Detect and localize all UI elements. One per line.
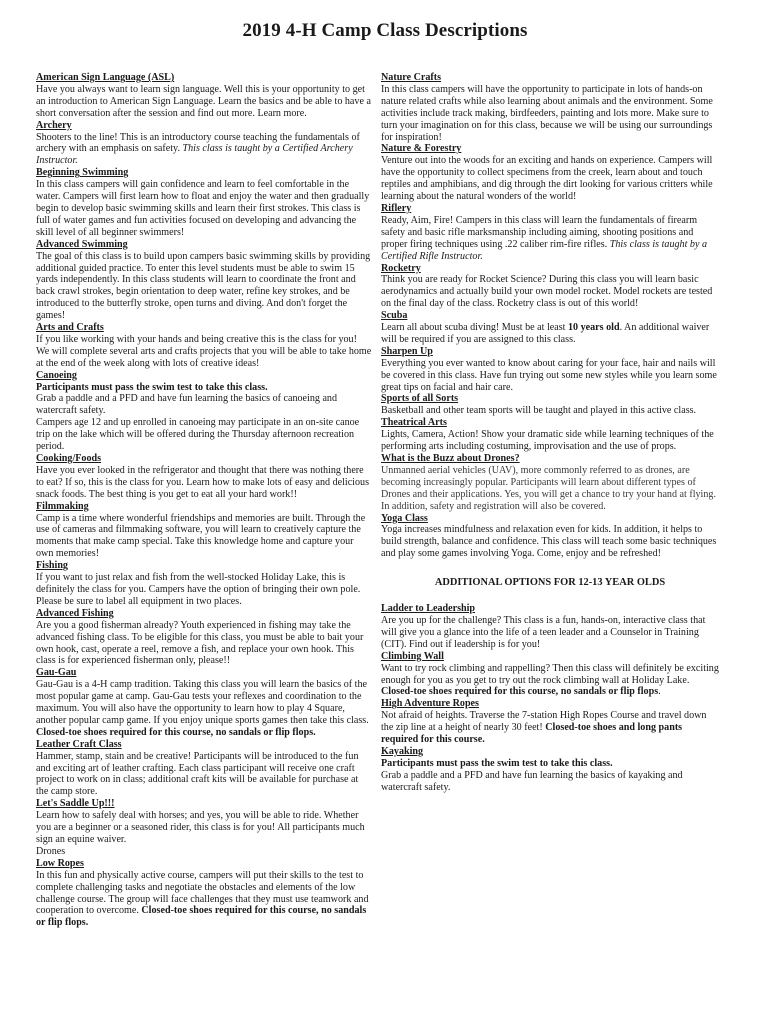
section-title: Leather Craft Class (36, 738, 122, 750)
section-gau-gau (36, 667, 372, 738)
section-title: Canoeing (36, 369, 77, 381)
section-title: Advanced Swimming (36, 238, 128, 250)
section-low-ropes (36, 858, 372, 929)
section-archery (36, 120, 372, 168)
section-title: Gau-Gau (36, 667, 77, 679)
section-body: Shooters to the line! This is an introductory course teaching the fundamentals of archery with an emphasis on safety. This class is taught by a Certified Archery Instructor. (36, 131, 360, 167)
section-sharpen-up (381, 346, 719, 394)
section-title: High Adventure Ropes (381, 698, 479, 710)
section-scuba (381, 310, 719, 346)
section-body: In this class campers will have the opportunity to participate in lots of hands-on nature related crafts while also learning about animals and the environment. Some activities include track making, birdfeeders, painting and lots more. Make sure to turn your imagination on for this class, because we will be using our surroundings for inspiration! (381, 83, 713, 143)
swim-test-requirement: Participants must pass the swim test to take this class. (36, 381, 268, 393)
section-title: Sharpen Up (381, 345, 433, 357)
section-title: Kayaking (381, 745, 424, 757)
section-rocketry (381, 263, 719, 311)
section-drones (381, 453, 719, 513)
section-body: Everything you ever wanted to know about caring for your face, hair and nails will be covered in this class. Have fun trying out some new styles while you learn some great tips on facial and hair care. (381, 357, 717, 393)
shoe-requirement: Closed-toe shoes and long pants required for this course. (381, 722, 683, 746)
section-title: Ladder to Leadership (381, 603, 476, 615)
section-canoeing (36, 370, 372, 453)
section-yoga (381, 513, 719, 561)
section-body: Learn all about scuba diving! Must be at least 10 years old. An additional waiver will be required if you are assigned to this class. (381, 322, 710, 345)
section-body: Venture out into the woods for an exciting and hands on experience. Campers will have the opportunity to collect specimens from the creek, learn about and touch reptiles and amphibians, and dig through the dirt looking for various critters while learning about the natural wonders of the world! (381, 155, 713, 203)
section-title: Sports of all Sorts (381, 393, 459, 405)
section-body: Grab a paddle and a PFD and have fun learning the basics of canoeing and watercraft safety. (36, 393, 338, 417)
section-title: Filmmaking (36, 500, 89, 512)
section-arts-and-crafts (36, 322, 372, 370)
section-body: Learn how to safely deal with horses; and yes, you will be able to ride. Whether you are a beginner or a seasoned rider, this class is for you! All participants much sign an equine waiver. (36, 810, 365, 845)
section-riflery (381, 203, 719, 263)
section-theatrical-arts (381, 417, 719, 453)
section-nature-crafts (381, 72, 719, 143)
section-title: Let's Saddle Up!!! (36, 798, 115, 810)
section-body: Lights, Camera, Action! Show your dramatic side while learning techniques of the performing arts including costuming, improvisation and the use of props. (381, 429, 714, 453)
section-title: Yoga Class (381, 512, 428, 524)
section-fishing (36, 560, 372, 608)
section-body: If you like working with your hands and being creative this is the class for you! We will complete several arts and crafts projects that you will be able to take home at the end of the week along with lots of creative ideas! (36, 333, 372, 369)
swim-test-requirement: Participants must pass the swim test to take this class. (381, 757, 613, 769)
section-cooking-foods (36, 453, 372, 501)
section-saddle-up (36, 798, 372, 858)
section-body: Gau-Gau is a 4-H camp tradition. Taking this class you will learn the basics of the most popular game at camp. Gau-Gau tests your reflexes and coordination to the maximum. You will also have the opportunity to learn how to play 4 Square, another popular camp game. If you enjoy unique sports games then take this class. Closed-toe shoes required for this course, no sandals or flip flops. (36, 679, 369, 738)
section-body: Ready, Aim, Fire! Campers in this class will learn the fundamentals of firearm safety and basic rifle marksmanship including aiming, shooting positions and proper firing techniques using .22 caliber rim-fire rifles. This class is taught by a Certified Rifle Instructor. (381, 214, 708, 262)
shoe-requirement: Closed-toe shoes required for this course, no sandals or flip flops. (36, 905, 367, 929)
section-body: Think you are ready for Rocket Science? During this class you will learn basic aerodynamics and actually build your own model rocket. Model rockets are tested on the final day of the class. Rocketry class is out of this world! (381, 274, 713, 310)
section-body: Have you ever looked in the refrigerator and thought that there was nothing there to eat? If so, this is the class for you. Learn how to make lots of easy and delicious snack foods. The best thing is you get to eat all your hard work!! (36, 464, 370, 500)
section-body-extra: Campers age 12 and up enrolled in canoeing may participate in an on-site canoe trip on the lake which will be offered during the Thursday afternoon recreation period. (36, 417, 360, 453)
section-title: Nature Crafts (381, 72, 442, 83)
section-title: Cooking/Foods (36, 453, 102, 464)
section-title: Nature & Forestry (381, 143, 462, 155)
section-title: Rocketry (381, 262, 421, 274)
section-title: American Sign Language (ASL) (36, 72, 175, 83)
section-body: Grab a paddle and a PFD and have fun learning the basics of kayaking and watercraft safety. (381, 769, 683, 793)
section-title: Advanced Fishing (36, 607, 114, 619)
additional-options-header: ADDITIONAL OPTIONS FOR 12-13 YEAR OLDS (434, 577, 666, 589)
section-title: Fishing (36, 560, 68, 572)
section-body: If you want to just relax and fish from the well-stocked Holiday Lake, this is definitely the class for you. Campers have the option of bringing their own pole. Please be sure to label all equipment in two places. (36, 572, 361, 607)
section-leather-craft (36, 739, 372, 799)
section-body: In this fun and physically active course, campers will put their skills to the test to complete challenging tasks and negotiate the obstacles and elements of the low challenge course. The group will face challenges that they must use teamwork and cooperation to overcome. Closed-toe shoes required for this course, no sandals or flip flops. (36, 869, 369, 929)
section-beginning-swimming (36, 167, 372, 238)
section-climbing-wall (381, 651, 719, 699)
section-title: Low Ropes (36, 857, 84, 869)
section-body: The goal of this class is to build upon campers basic swimming skills by providing additional guided practice. To enter this level students must be able to swim 15 yards independently. In this class students will learn to coordinate the front and back crawl strokes, begin orientation to deep water, refine key strokes, and be introduced to the butterfly stroke, open turns and diving. And don't forget the games! (36, 250, 371, 322)
section-title: Riflery (381, 202, 412, 214)
section-body: In this class campers will gain confidence and learn to feel comfortable in the water. Campers will first learn how to float and enjoy the water and then gradually begin to develop basic swimming skills and learn their first strokes. This class is full of water games and fun activities focused on developing and advancing the skill level of all beginner swimmers! (36, 179, 370, 238)
instructor-note: This class is taught by a Certified Rifle Instructor. (381, 238, 708, 262)
section-high-adventure-ropes (381, 698, 719, 746)
section-sports (381, 393, 719, 417)
section-body: Yoga increases mindfulness and relaxation even for kids. In addition, it helps to build strength, balance and confidence. This class will teach some basic techniques and play some games involving Yoga. Come, enjoy and be refreshed! (381, 524, 717, 560)
section-body: Are you up for the challenge? This class is a fun, hands-on, interactive class that will give you a glance into the life of a teen leader and a Counselor in Training (CIT). Find out if leadership is for you! (381, 614, 706, 650)
section-body: Basketball and other team sports will be taught and played in this active class. (381, 405, 697, 417)
section-asl (36, 72, 372, 120)
left-column (36, 72, 372, 929)
section-title: Scuba (381, 310, 408, 322)
section-ladder-to-leadership (381, 603, 719, 651)
section-title: Theatrical Arts (381, 417, 447, 429)
section-title: Arts and Crafts (36, 322, 104, 334)
section-body: Have you always want to learn sign language. Well this is your opportunity to get an introduction to American Sign Language. Learn the basics and be able to have a short conversation after the session and find out more. Learn more. (36, 83, 371, 119)
section-body: Are you a good fisherman already? Youth experienced in fishing may take the advanced fishing class. To be eligible for this class, you must be able to bait your own hook, cast, operate a reel, remove a fish, and replace your own hook. This class is for experienced fisherman only, please!! (36, 619, 364, 667)
right-column (381, 72, 719, 794)
section-body: Want to try rock climbing and rappelling? Then this class will definitely be exciting enough for you as you get to try out the rock climbing wall at Holiday Lake. Closed-toe shoes required for this course, no sandals or flip flops. (381, 662, 719, 698)
shoe-requirement: Closed-toe shoes required for this course, no sandals or flip flops (381, 686, 659, 698)
section-advanced-swimming (36, 239, 372, 322)
section-advanced-fishing (36, 608, 372, 668)
section-title: Archery (36, 119, 72, 131)
section-kayaking (381, 746, 719, 794)
section-filmmaking (36, 501, 372, 561)
section-title: Climbing Wall (381, 650, 444, 662)
shoe-requirement: Closed-toe shoes required for this course, no sandals or flip flops. (36, 726, 316, 738)
section-nature-forestry (381, 143, 719, 203)
section-body-extra: Drones (36, 845, 66, 857)
section-title: Beginning Swimming (36, 167, 129, 179)
section-body: Hammer, stamp, stain and be creative! Participants will be introduced to the fun and exciting art of leather crafting. Each class participant will receive one craft project to work on in class; additional craft kits will be available for purchase at the camp store. (36, 750, 359, 798)
section-body: Camp is a time where wonderful friendships and memories are built. Through the use of cameras and filmmaking software, you will learn to creatively capture the moments that make camp special. Take this knowledge home and capture your own memories! (36, 512, 366, 560)
section-body: Not afraid of heights. Traverse the 7-station High Ropes Course and travel down the zip line at a height of nearly 30 feet! Closed-toe shoes and long pants required for this course. (381, 710, 707, 746)
instructor-note: This class is taught by a Certified Archery Instructor. (36, 143, 353, 167)
page-title: 2019 4-H Camp Class Descriptions (242, 20, 528, 41)
age-requirement: 10 years old (567, 322, 620, 334)
section-body: Unmanned aerial vehicles (UAV), more commonly referred to as drones, are becoming increasingly popular. Participants will learn about different types of Drones and their applications. Yes, you will get a chance to try your hand at flying. In addition, safety and registration will also be covered. (381, 464, 716, 512)
section-title: What is the Buzz about Drones? (381, 453, 520, 464)
